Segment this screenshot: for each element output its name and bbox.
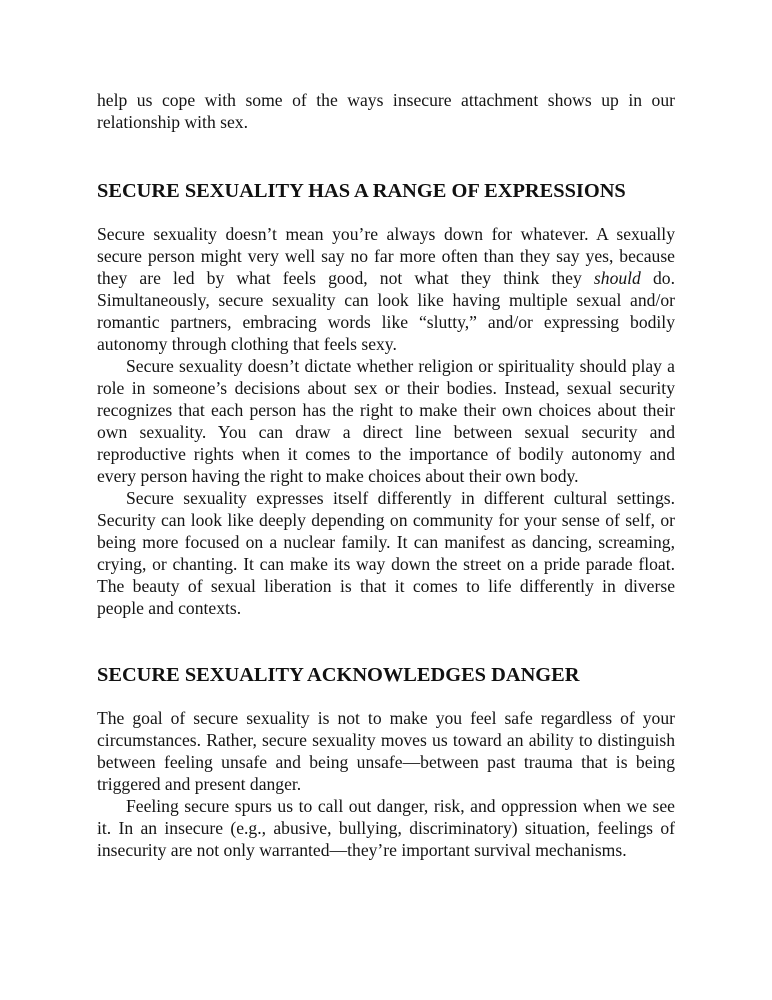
- book-page: [97, 89, 675, 861]
- section1-paragraph-1-emphasis: should: [593, 268, 641, 288]
- section1-paragraph-2: Secure sexuality doesn’t dictate whether religion or spirituality should play a role in someone’s decisions about sex or their bodies. Instead, sexual security recognizes that each person has the right to make their own choices about their own sexuality. You can draw a direct line between sexual security and reproductive rights when it comes to the importance of bodily autonomy and every person having the right to make choices about their own body.: [97, 356, 675, 486]
- section1-paragraph-1: [97, 223, 675, 355]
- intro-paragraph: help us cope with some of the ways insecure attachment shows up in our relationship with sex.: [97, 90, 675, 132]
- section2-paragraph-2: Feeling secure spurs us to call out danger, risk, and oppression when we see it. In an insecure (e.g., abusive, bullying, discriminatory) situation, feelings of insecurity are not only warranted—they’re important survival mechanisms.: [97, 796, 675, 860]
- section-heading-acknowledges-danger: SECURE SEXUALITY ACKNOWLEDGES DANGER: [97, 664, 580, 686]
- section1-paragraph-3: Secure sexuality expresses itself differently in different cultural settings. Security can look like deeply depending on community for your sense of self, or being more focused on a nuclear family. It can manifest as dancing, screaming, crying, or chanting. It can make its way down the street on a pride parade float. The beauty of sexual liberation is that it comes to life differently in diverse people and contexts.: [97, 488, 675, 618]
- section1-paragraph-1-text-start: Secure sexuality doesn’t mean you’re always down for whatever. A sexually secure person might very well say no far more often than they say yes, because they are led by what feels good, not what they think they: [97, 224, 675, 288]
- section1-paragraph-1-text-end: do. Simultaneously, secure sexuality can look like having multiple sexual and/or romantic partners, embracing words like “slutty,” and/or expressing bodily autonomy through clothing that feels sexy.: [97, 268, 675, 354]
- section-heading-range-of-expressions: SECURE SEXUALITY HAS A RANGE OF EXPRESSIONS: [97, 180, 626, 202]
- section2-paragraph-1: The goal of secure sexuality is not to make you feel safe regardless of your circumstances. Rather, secure sexuality moves us toward an ability to distinguish between feeling unsafe and being unsafe—between past trauma that is being triggered and present danger.: [97, 708, 675, 794]
